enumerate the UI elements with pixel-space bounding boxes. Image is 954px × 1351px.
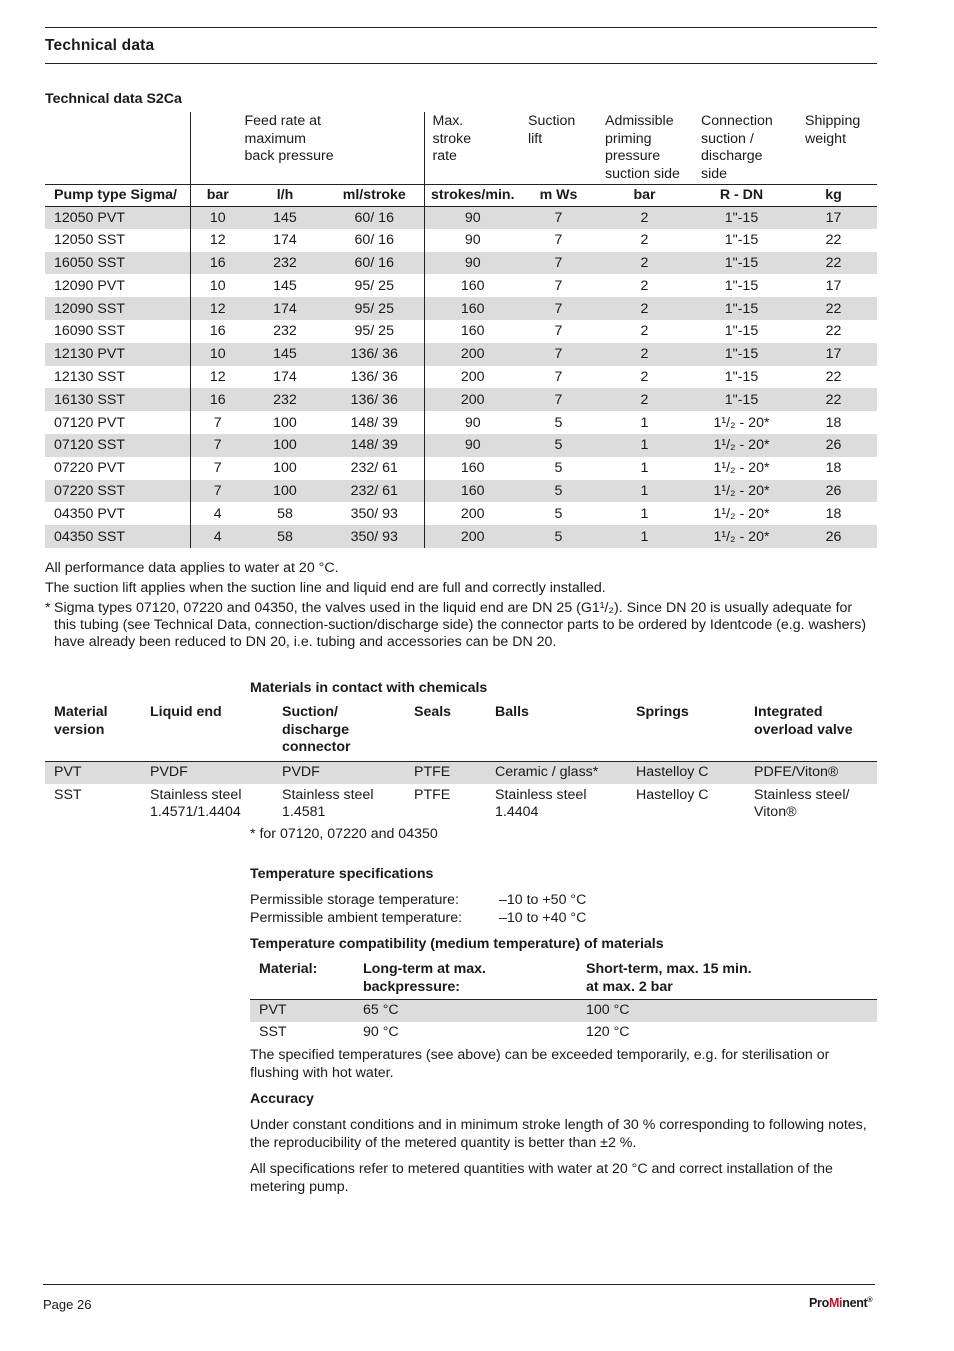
table-cell: 7 xyxy=(190,480,245,503)
mat-cell: Stainless steel 1.4581 xyxy=(282,787,374,820)
table-cell: 200 xyxy=(424,525,521,548)
mat-col-overload-valve: Integrated overload valve xyxy=(745,704,877,761)
table-cell: 2 xyxy=(596,252,693,275)
footer-rule xyxy=(43,1284,875,1285)
table-cell: 17 xyxy=(790,343,877,366)
table-cell: 22 xyxy=(825,323,842,340)
table-cell: 60/ 16 xyxy=(354,232,394,249)
table-cell: 1 xyxy=(596,525,693,548)
table-cell: 7 xyxy=(521,388,596,411)
table-cell: 17 xyxy=(825,277,842,294)
accuracy-para-1: Under constant conditions and in minimum stroke length of 30 % corresponding to following notes, the reproducibility of the metered quantity is better than ±2 %. xyxy=(250,1117,867,1151)
table-cell: 2 xyxy=(640,368,649,385)
mat-cell: PVT xyxy=(45,761,141,784)
table-cell: 07220 PVT xyxy=(54,460,125,477)
table-cell: 58 xyxy=(277,505,293,522)
table-cell: 160 xyxy=(424,457,521,480)
table-row xyxy=(45,297,877,320)
table-cell: 145 xyxy=(245,343,325,366)
page-number: Page 26 xyxy=(43,1297,92,1312)
mat-cell: PTFE xyxy=(405,761,486,784)
table-cell: 200 xyxy=(424,366,521,389)
compat-note: The specified temperatures (see above) can be exceeded temporarily, e.g. for sterilisation or flushing with hot water. xyxy=(250,1047,830,1081)
compat-cell: 90 °C xyxy=(363,1024,399,1040)
table-cell: 26 xyxy=(790,525,877,548)
logo-text-pro: Pro xyxy=(809,1296,829,1310)
table-cell: 5 xyxy=(521,434,596,457)
group-priming: Admissible priming pressure suction side xyxy=(605,113,680,182)
compat-col-long-term: Long-term at max. backpressure: xyxy=(354,960,577,1000)
table-cell: 148/ 39 xyxy=(325,434,424,457)
table-cell: 5 xyxy=(521,480,596,503)
table-cell: 145 xyxy=(245,206,325,229)
table-cell: 1 xyxy=(596,434,693,457)
table-cell: 7 xyxy=(521,343,596,366)
mat-cell: PVDF xyxy=(141,761,273,784)
materials-title: Materials in contact with chemicals xyxy=(250,680,488,696)
table-row xyxy=(45,320,877,343)
table-cell: 26 xyxy=(790,434,877,457)
table-cell: 12130 PVT xyxy=(45,343,190,366)
compat-cell: PVT xyxy=(250,1000,354,1023)
mat-cell: Ceramic / glass* xyxy=(486,761,627,784)
table-cell: 174 xyxy=(245,297,325,320)
table-cell: 2 xyxy=(596,206,693,229)
table-cell: 1¹/₂ - 20* xyxy=(693,480,790,503)
table-cell: 2 xyxy=(596,388,693,411)
group-shipping: Shipping weight xyxy=(805,113,861,147)
header-top-rule xyxy=(45,27,877,28)
header-bottom-rule xyxy=(45,63,877,64)
table-cell: 16130 SST xyxy=(45,388,190,411)
ambient-temp-label: Permissible ambient temperature: xyxy=(250,910,463,926)
accuracy-para-2: All specifications refer to metered quantities with water at 20 °C and correct installation of the metering pump. xyxy=(250,1161,833,1195)
table-cell: 7 xyxy=(190,457,245,480)
table-cell: 232/ 61 xyxy=(350,460,398,477)
table-cell: 1"-15 xyxy=(693,388,790,411)
mat-cell: Hastelloy C xyxy=(627,761,745,784)
table-cell: 232 xyxy=(245,252,325,275)
technical-data-table xyxy=(45,112,877,548)
mat-cell: PVDF xyxy=(273,761,405,784)
table-cell: 2 xyxy=(596,297,693,320)
table-cell: 16090 SST xyxy=(54,323,125,340)
table-cell: 200 xyxy=(424,502,521,525)
table-cell: 2 xyxy=(640,277,649,294)
table-cell: 174 xyxy=(273,368,297,385)
table-cell: 4 xyxy=(190,502,245,525)
table-cell: 1 xyxy=(640,414,649,431)
table-cell: 90 xyxy=(424,206,521,229)
col-strokes: strokes/min. xyxy=(424,184,521,206)
mat-col-springs: Springs xyxy=(627,704,745,761)
compat-cell: SST xyxy=(259,1024,287,1040)
table-cell: 160 xyxy=(424,297,521,320)
table-cell: 7 xyxy=(521,252,596,275)
accuracy-title: Accuracy xyxy=(250,1091,314,1107)
table-cell: 07120 PVT xyxy=(54,414,125,431)
note-2: The suction lift applies when the suction line and liquid end are full and correctly installed. xyxy=(45,580,606,596)
table-cell: 16 xyxy=(190,252,245,275)
section-title: Technical data xyxy=(45,37,155,54)
materials-table xyxy=(45,704,877,824)
mat-col-liquid-end: Liquid end xyxy=(141,704,273,761)
mat-col-seals: Seals xyxy=(405,704,486,761)
table-cell: 90 xyxy=(424,252,521,275)
table-cell: 1¹/₂ - 20* xyxy=(713,460,770,477)
table-cell: 7 xyxy=(554,323,563,340)
table-cell: 12090 PVT xyxy=(54,277,125,294)
table-row xyxy=(45,206,877,229)
table-cell: 12 xyxy=(190,229,245,252)
mat-cell: Stainless steel 1.4571/1.4404 xyxy=(150,787,242,820)
table-cell: 100 xyxy=(273,414,297,431)
table-cell: 04350 SST xyxy=(45,525,190,548)
table-cell: 07120 SST xyxy=(45,434,190,457)
compat-cell: 65 °C xyxy=(354,1000,577,1023)
table-cell: 136/ 36 xyxy=(325,343,424,366)
table-cell: 160 xyxy=(424,320,521,343)
table-cell: 7 xyxy=(521,206,596,229)
table-cell: 145 xyxy=(273,277,297,294)
table-row xyxy=(45,343,877,366)
table-cell: 5 xyxy=(554,460,563,477)
table-cell: 232/ 61 xyxy=(325,480,424,503)
table-cell: 26 xyxy=(790,480,877,503)
materials-row xyxy=(45,761,877,784)
compat-cell: 120 °C xyxy=(586,1024,630,1040)
table-cell: 7 xyxy=(554,232,563,249)
mat-col-connector: Suction/ discharge connector xyxy=(273,704,405,761)
compat-title: Temperature compatibility (medium temperature) of materials xyxy=(250,936,664,952)
group-feed-rate: Feed rate at maximum back pressure xyxy=(190,112,424,184)
table-cell: 1 xyxy=(640,505,649,522)
table-cell: 1¹/₂ - 20* xyxy=(693,434,790,457)
prominent-logo xyxy=(809,1296,872,1310)
table-cell: 136/ 36 xyxy=(325,388,424,411)
table-cell: 5 xyxy=(554,414,563,431)
table-cell: 7 xyxy=(554,368,563,385)
table-row xyxy=(45,252,877,275)
table-cell: 22 xyxy=(790,297,877,320)
table-cell: 04350 PVT xyxy=(54,505,125,522)
table-cell: 95/ 25 xyxy=(325,297,424,320)
table-cell: 17 xyxy=(790,206,877,229)
table-cell: 1"-15 xyxy=(693,206,790,229)
ambient-temp-value: –10 to +40 °C xyxy=(499,910,587,926)
col-mws: m Ws xyxy=(521,184,596,206)
table-cell: 10 xyxy=(190,274,245,297)
compat-col-material: Material: xyxy=(250,960,354,1000)
table-cell: 1"-15 xyxy=(693,343,790,366)
table-cell: 18 xyxy=(825,414,842,431)
materials-footnote: * for 07120, 07220 and 04350 xyxy=(250,826,438,842)
table-cell: 160 xyxy=(424,274,521,297)
main-table-caption: Technical data S2Ca xyxy=(45,91,182,107)
table-row xyxy=(45,411,877,434)
table-cell: 200 xyxy=(424,388,521,411)
table-cell: 1"-15 xyxy=(693,297,790,320)
table-cell: 18 xyxy=(825,460,842,477)
compat-row xyxy=(250,1000,877,1023)
table-cell: 7 xyxy=(190,411,245,434)
col-r-dn: R - DN xyxy=(693,184,790,206)
table-cell: 7 xyxy=(190,434,245,457)
table-cell: 12 xyxy=(190,297,245,320)
table-cell: 4 xyxy=(190,525,245,548)
logo-registered: ® xyxy=(867,1296,873,1304)
table-cell: 5 xyxy=(521,525,596,548)
table-cell: 95/ 25 xyxy=(354,323,394,340)
col-kg: kg xyxy=(790,184,877,206)
col-lh: l/h xyxy=(245,184,325,206)
mat-cell: Stainless steel 1.4404 xyxy=(495,787,587,820)
table-cell: 5 xyxy=(554,505,563,522)
table-cell: 22 xyxy=(825,368,842,385)
table-cell: 1¹/₂ - 20* xyxy=(713,505,770,522)
table-cell: 2 xyxy=(640,323,649,340)
table-cell: 100 xyxy=(245,434,325,457)
storage-temp-value: –10 to +50 °C xyxy=(499,892,587,908)
table-row xyxy=(45,274,877,297)
table-cell: 1¹/₂ - 20* xyxy=(713,414,770,431)
table-cell: 1"-15 xyxy=(724,323,759,340)
table-cell: 16050 SST xyxy=(45,252,190,275)
compat-col-short-term: Short-term, max. 15 min. at max. 2 bar xyxy=(577,960,877,1000)
table-cell: 100 xyxy=(273,460,297,477)
table-cell: 1 xyxy=(640,460,649,477)
table-cell: 07220 SST xyxy=(45,480,190,503)
table-cell: 350/ 93 xyxy=(325,525,424,548)
table-cell: 1"-15 xyxy=(724,368,759,385)
compat-row xyxy=(250,1022,877,1045)
table-cell: 12 xyxy=(190,366,245,389)
mat-cell: PDFE/Viton® xyxy=(745,761,877,784)
column-header-row xyxy=(45,184,877,206)
table-cell: 22 xyxy=(790,388,877,411)
table-row xyxy=(45,480,877,503)
note-1: All performance data applies to water at 20 °C. xyxy=(45,560,339,576)
table-cell: 95/ 25 xyxy=(354,277,394,294)
table-row xyxy=(45,229,877,252)
table-row xyxy=(45,434,877,457)
table-cell: 1"-15 xyxy=(724,277,759,294)
table-cell: 200 xyxy=(424,343,521,366)
table-cell: 2 xyxy=(596,343,693,366)
group-max-stroke: Max. stroke rate xyxy=(424,112,521,184)
col-ml-stroke: ml/stroke xyxy=(325,184,424,206)
table-cell: 160 xyxy=(424,480,521,503)
table-cell: 232 xyxy=(245,388,325,411)
logo-text-mi: Mi xyxy=(828,1296,843,1310)
table-row xyxy=(45,366,877,389)
table-cell: 2 xyxy=(640,232,649,249)
compat-cell: 100 °C xyxy=(577,1000,877,1023)
table-cell: 16 xyxy=(190,388,245,411)
table-cell: 10 xyxy=(190,206,245,229)
table-cell: 7 xyxy=(554,277,563,294)
table-cell: 90 xyxy=(424,434,521,457)
logo-text-nent: nent xyxy=(842,1296,868,1310)
table-cell: 1"-15 xyxy=(693,252,790,275)
temp-compat-table xyxy=(250,960,877,1045)
table-cell: 58 xyxy=(245,525,325,548)
table-cell: 22 xyxy=(790,252,877,275)
table-cell: 12130 SST xyxy=(54,368,125,385)
group-connection: Connection suction / discharge side xyxy=(701,113,773,182)
table-cell: 148/ 39 xyxy=(350,414,398,431)
mat-col-version: Material version xyxy=(45,704,141,761)
table-cell: 60/ 16 xyxy=(325,252,424,275)
table-row xyxy=(45,502,877,525)
temperature-title: Temperature specifications xyxy=(250,866,434,882)
table-cell: 136/ 36 xyxy=(350,368,398,385)
storage-temp-label: Permissible storage temperature: xyxy=(250,892,459,908)
table-row xyxy=(45,457,877,480)
table-cell: 10 xyxy=(190,343,245,366)
table-cell: 16 xyxy=(190,320,245,343)
table-cell: 1¹/₂ - 20* xyxy=(693,525,790,548)
materials-header-row xyxy=(45,704,877,761)
table-cell: 100 xyxy=(245,480,325,503)
table-cell: 18 xyxy=(825,505,842,522)
table-cell: 1 xyxy=(596,480,693,503)
main-table-body xyxy=(45,206,877,548)
table-row xyxy=(45,525,877,548)
table-row xyxy=(45,388,877,411)
table-cell: 90 xyxy=(424,411,521,434)
table-cell: 12090 SST xyxy=(45,297,190,320)
table-cell: 174 xyxy=(273,232,297,249)
table-cell: 232 xyxy=(273,323,297,340)
note-3-marker: * xyxy=(45,600,51,616)
col-bar-priming: bar xyxy=(596,184,693,206)
group-header-row xyxy=(45,112,877,184)
table-cell: 12050 SST xyxy=(54,232,125,249)
mat-col-balls: Balls xyxy=(486,704,627,761)
table-cell: 90 xyxy=(424,229,521,252)
table-cell: 60/ 16 xyxy=(325,206,424,229)
col-pump-type: Pump type Sigma/ xyxy=(45,184,190,206)
col-bar: bar xyxy=(190,184,245,206)
group-suction-lift: Suction lift xyxy=(528,113,576,147)
mat-cell: SST xyxy=(54,787,82,803)
table-cell: 12050 PVT xyxy=(45,206,190,229)
note-3: Sigma types 07120, 07220 and 04350, the valves used in the liquid end are DN 25 (G1¹/₂). Since DN 20 is usually adequate for this tubing (see Technical Data, connection-suction/discharge side) the connector parts to be ordered by Identcode (e.g. washers) have already been reduced to DN 20, i.e. tubing and accessories can be DN 20. xyxy=(54,600,867,650)
table-cell: 7 xyxy=(521,297,596,320)
compat-header-row xyxy=(250,960,877,1000)
mat-cell: PTFE xyxy=(414,787,451,803)
mat-cell: Stainless steel/ Viton® xyxy=(754,787,850,820)
table-cell: 350/ 93 xyxy=(350,505,398,522)
table-cell: 1"-15 xyxy=(724,232,759,249)
materials-row xyxy=(45,784,877,824)
table-cell: 22 xyxy=(825,232,842,249)
mat-cell: Hastelloy C xyxy=(636,787,709,803)
